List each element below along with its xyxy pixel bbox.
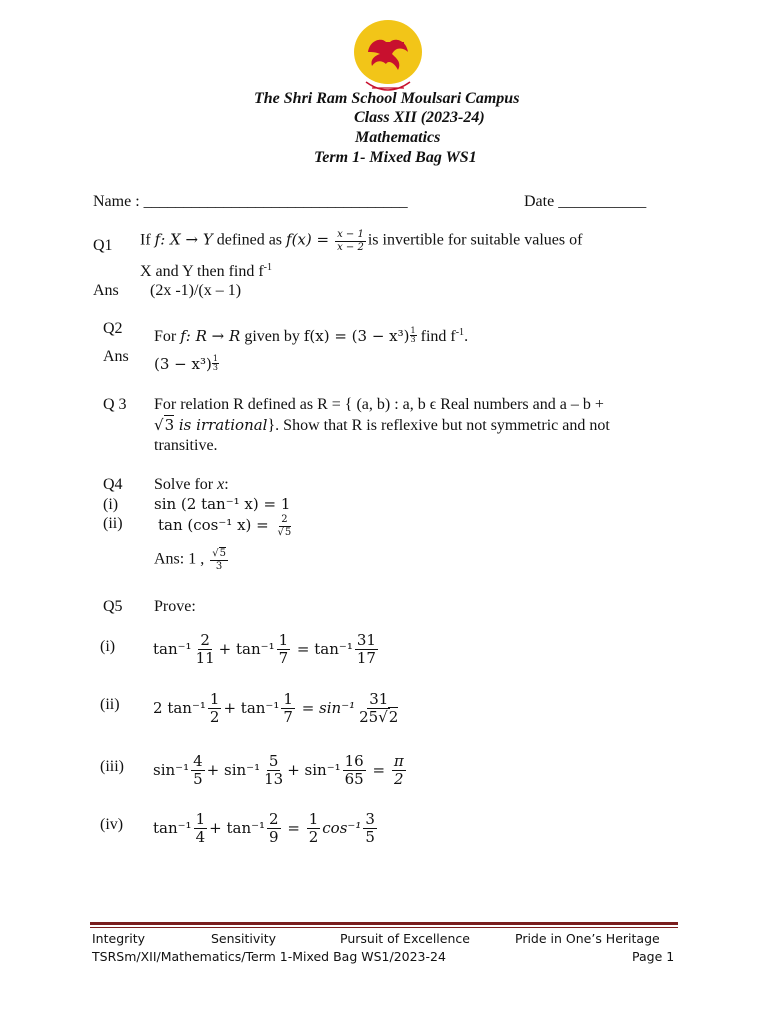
q1-line-2: X and Y then find $f^{-1}$ xyxy=(140,262,273,280)
footer-value-integrity: Integrity xyxy=(92,931,146,946)
q1-fraction: $\frac{x - 1}{x - 2}$ xyxy=(337,229,364,253)
q5-i-label: (i) xyxy=(100,638,116,655)
footer-value-heritage: Pride in One’s Heritage xyxy=(515,931,660,946)
date-field xyxy=(524,193,646,211)
school-name: The Shri Ram School Moulsari Campus xyxy=(254,90,520,107)
q4-ii-expr: tan (cos⁻¹ x) = $\frac{2}{√5}$ xyxy=(158,514,292,538)
date-label: Date xyxy=(524,193,559,210)
q4-answer: Ans: 1 , $\frac{√5}{3}$ xyxy=(154,548,226,572)
q5-i-expr: tan⁻¹ $\frac{2}{11}$ + tan⁻¹ $\frac{1}{7}$ = tan⁻¹ $\frac{31}{17}$ xyxy=(153,631,376,668)
q5-number: Q5 xyxy=(103,598,123,615)
q4-prompt: Solve for x: xyxy=(154,476,229,493)
q3-line-2: √3 is irrational}. Show that R is reflexive but not symmetric and not xyxy=(154,416,610,434)
name-field xyxy=(93,193,408,211)
q2-line-1: For f: R → R given by f(x) = (3 − x³) $\frac{1}{3}$ find $f^{-1}$. xyxy=(154,326,469,345)
name-line: _________________________________ xyxy=(143,193,408,210)
q2-number: Q2 xyxy=(103,320,123,337)
q1-number: Q1 xyxy=(93,237,113,254)
q1-answer: (2x -1)/(x – 1) xyxy=(150,282,242,299)
q1-line-1: If f: X → Y defined as f(x) = $\frac{x - 1}{x - 2}$ is invertible for suitable values of xyxy=(140,229,583,253)
q5-iv-expr: tan⁻¹ $\frac{1}{4}$ + tan⁻¹ $\frac{2}{9}$ = $\frac{1}{2}$ cos⁻¹ $\frac{3}{5}$ xyxy=(153,810,375,847)
q5-ii-expr: 2 tan⁻¹ $\frac{1}{2}$ + tan⁻¹ $\frac{1}{7}$ = sin⁻¹ $\frac{31}{25√2}$ xyxy=(153,690,399,727)
q3-line-1: For relation R defined as R = { (a, b) : a, b ϵ Real numbers and a – b + xyxy=(154,396,604,413)
footer-rule-thin xyxy=(90,927,678,928)
footer-rule-thick xyxy=(90,922,678,925)
name-label: Name : xyxy=(93,193,144,210)
q5-ii-label: (ii) xyxy=(100,696,120,713)
q2-ans-label: Ans xyxy=(103,348,129,365)
q4-i-expr: sin (2 tan⁻¹ x) = 1 xyxy=(154,495,291,513)
q5-iii-expr: sin⁻¹ $\frac{4}{5}$ + sin⁻¹ $\frac{5}{13}$ + sin⁻¹ $\frac{16}{65}$ = $\frac{\pi}{2}$ xyxy=(153,752,404,789)
q3-line-3: transitive. xyxy=(154,437,218,454)
q1-ans-label: Ans xyxy=(93,282,119,299)
q4-number: Q4 xyxy=(103,476,123,493)
q2-answer: (3 − x³) $\frac{1}{3}$ xyxy=(154,354,218,373)
subject-label: Mathematics xyxy=(355,129,441,146)
q4-i-label: (i) xyxy=(103,496,119,513)
q4-ii-label: (ii) xyxy=(103,515,123,532)
class-label: Class XII (2023-24) xyxy=(354,109,485,126)
q3-number: Q 3 xyxy=(103,396,127,413)
school-logo xyxy=(352,18,424,100)
q5-prompt: Prove: xyxy=(154,598,196,615)
footer-page-number: Page 1 xyxy=(632,949,675,964)
footer-doc-code: TSRSm/XII/Mathematics/Term 1-Mixed Bag WS1/2023-24 xyxy=(92,949,446,964)
sheet-title: Term 1- Mixed Bag WS1 xyxy=(314,149,477,166)
date-line: ___________ xyxy=(558,193,647,210)
footer-value-sensitivity: Sensitivity xyxy=(211,931,277,946)
footer-value-excellence: Pursuit of Excellence xyxy=(340,931,470,946)
q5-iii-label: (iii) xyxy=(100,758,124,775)
q5-iv-label: (iv) xyxy=(100,816,124,833)
